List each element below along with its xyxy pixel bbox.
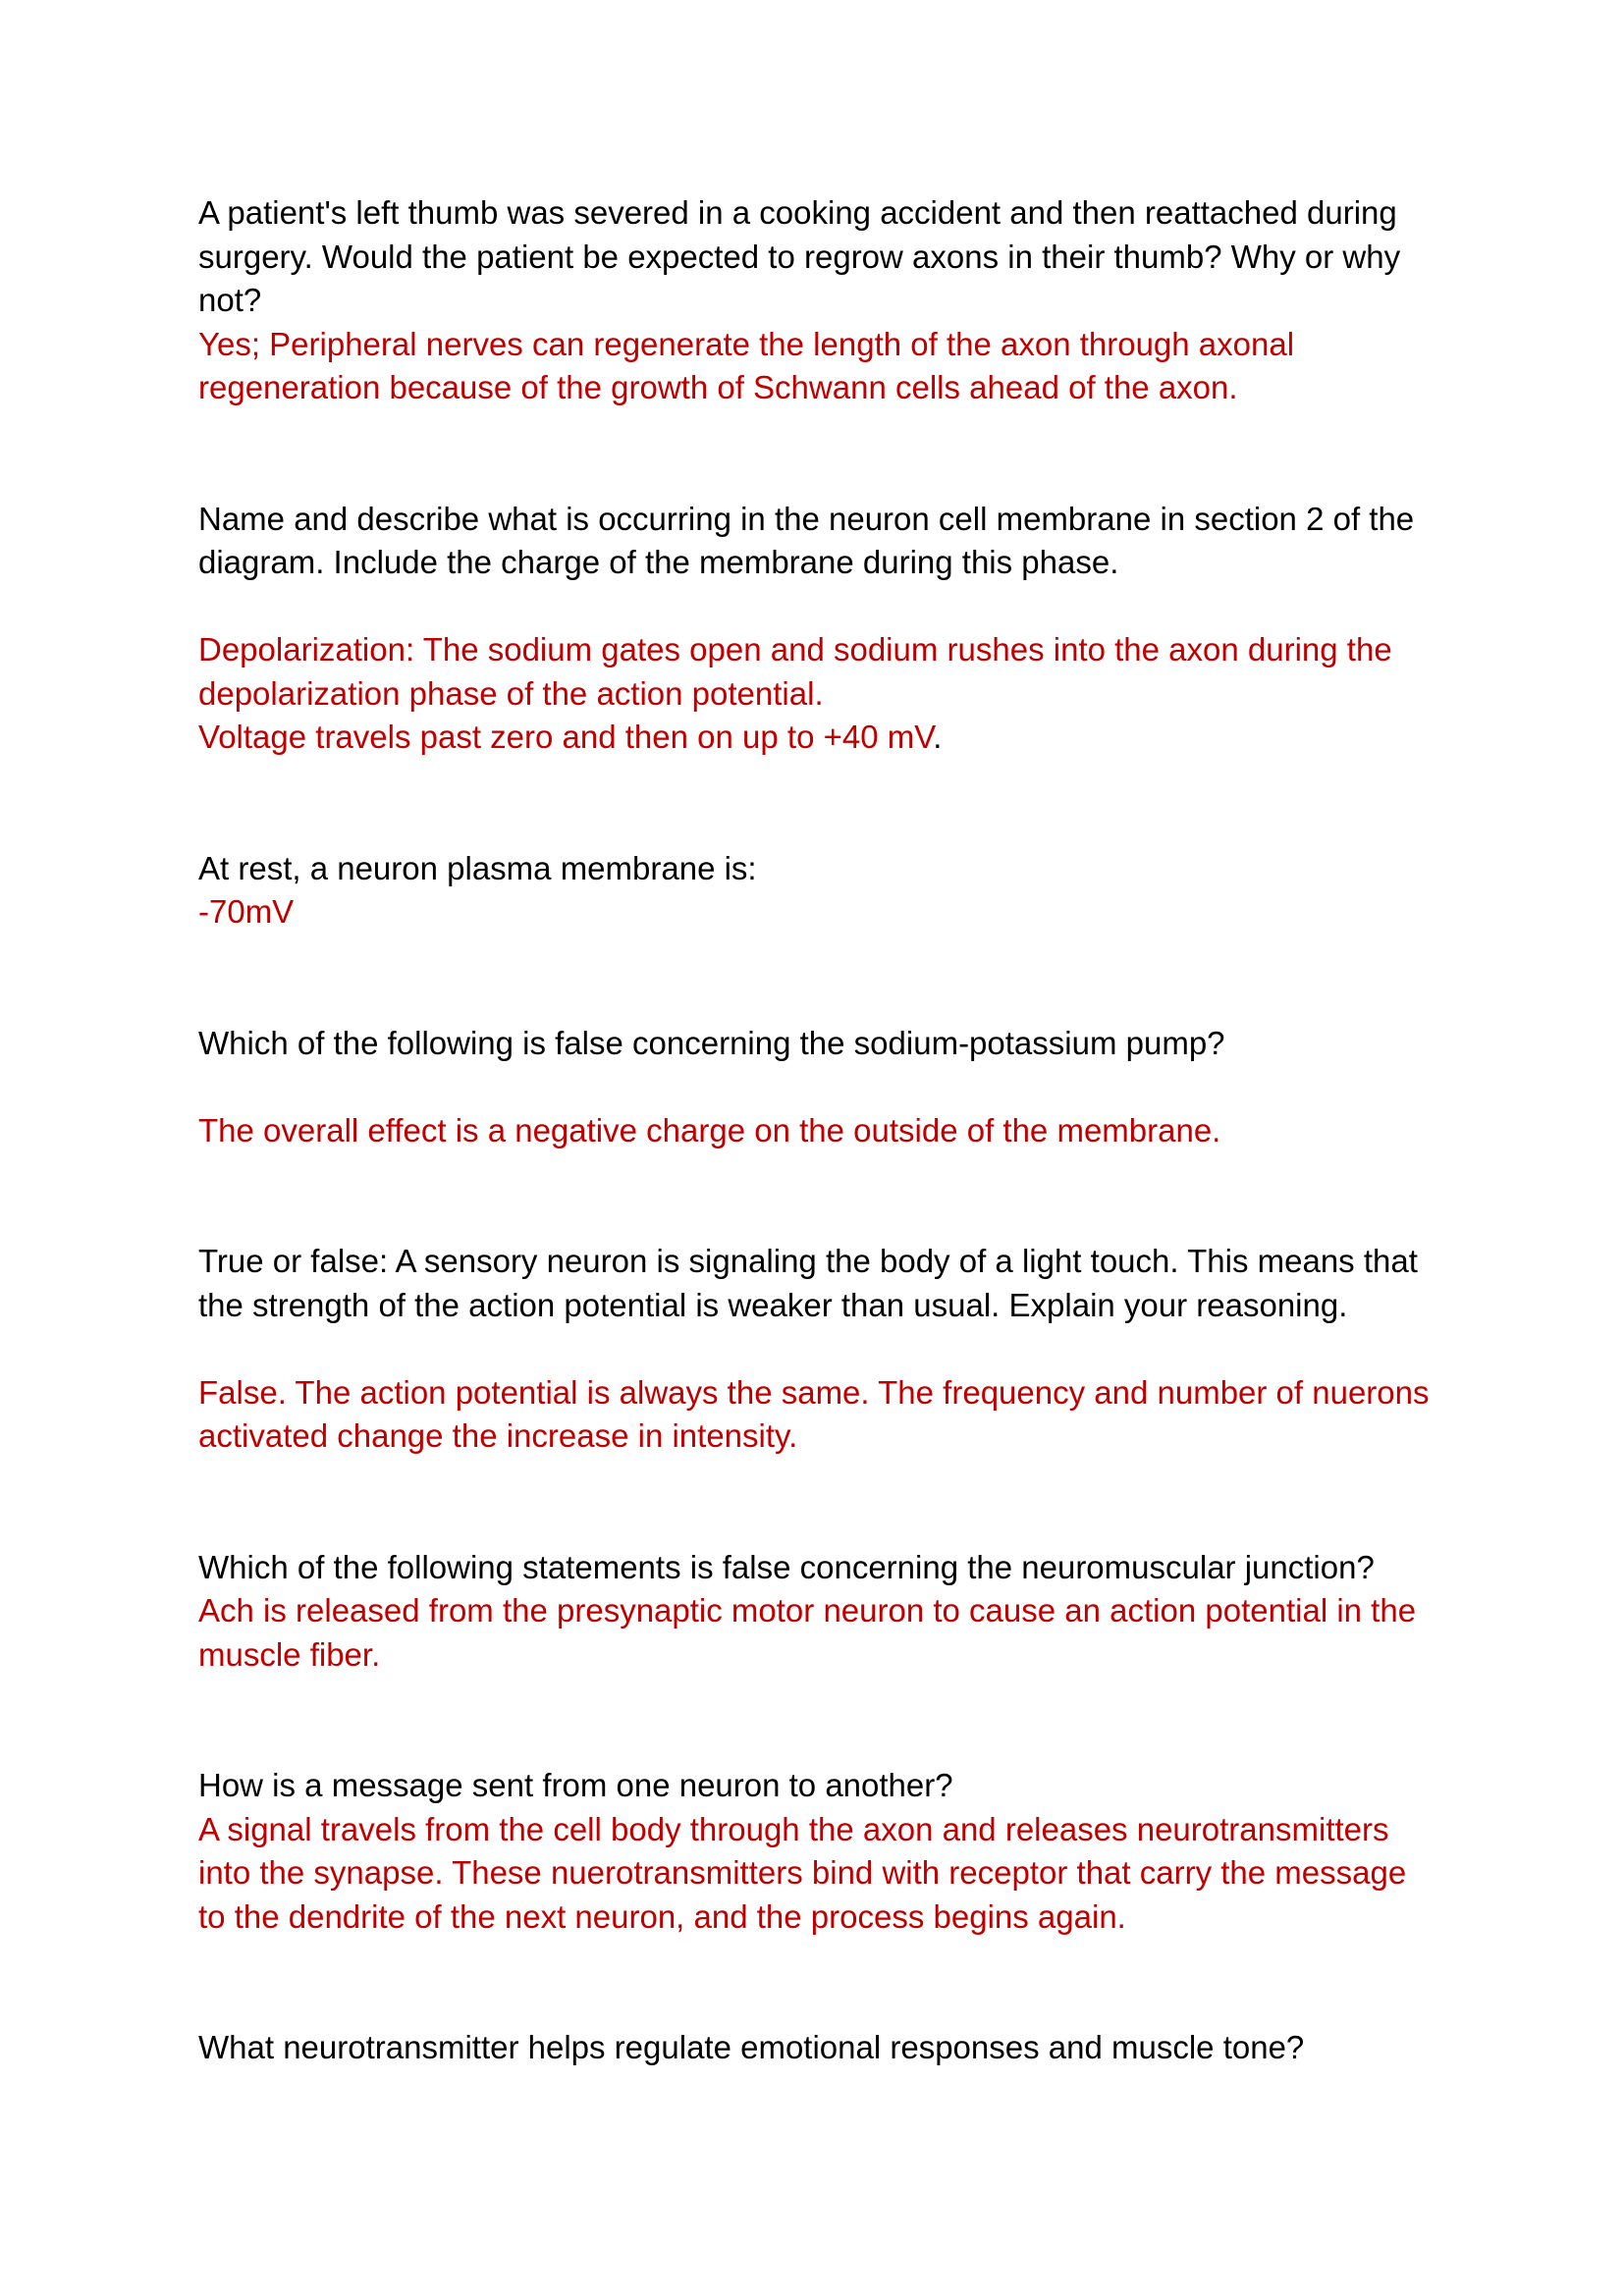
answer-3-line-1: -70mV (198, 893, 295, 930)
question-3-line-1: At rest, a neuron plasma membrane is: (198, 849, 757, 886)
question-5-line-1: True or false: A sensory neuron is signaling the body of a light touch. This means that (198, 1243, 1418, 1279)
answer-7-line-3: to the dendrite of the next neuron, and the process begins again. (198, 1897, 1126, 1935)
answer-7-line-2: into the synapse. These nuerotransmitters bind with receptor that carry the message (198, 1854, 1407, 1891)
question-block-8 (198, 2026, 1445, 2070)
answer-5-line-2: activated change the increase in intensity. (198, 1417, 798, 1454)
question-5-line-2: the strength of the action potential is weaker than usual. Explain your reasoning. (198, 1286, 1348, 1323)
answer-7-line-1: A signal travels from the cell body through the axon and releases neurotransmitters (198, 1810, 1389, 1847)
question-block-3 (198, 847, 1445, 934)
question-2-line-2: diagram. Include the charge of the membrane during this phase. (198, 544, 1119, 580)
spacer (198, 1327, 1445, 1371)
answer-4-line-1: The overall effect is a negative charge on the outside of the membrane. (198, 1111, 1221, 1148)
question-block-6 (198, 1546, 1445, 1678)
question-1-line-3: not? (198, 282, 262, 318)
answer-5-line-1: False. The action potential is always the same. The frequency and number of nuerons (198, 1373, 1430, 1411)
answer-2-line-3-text: Voltage travels past zero and then on up to +40 mV (198, 719, 934, 755)
answer-2-trailing-period: . (933, 719, 943, 755)
question-2-line-1: Name and describe what is occurring in the neuron cell membrane in section 2 of the (198, 500, 1415, 537)
question-6-line-1: Which of the following statements is false concerning the neuromuscular junction? (198, 1548, 1375, 1585)
question-block-5 (198, 1240, 1445, 1459)
answer-1-line-1: Yes; Peripheral nerves can regenerate the length of the axon through axonal (198, 325, 1295, 362)
question-block-2 (198, 498, 1445, 760)
answer-2-line-2: depolarization phase of the action potential. (198, 674, 824, 712)
question-7-line-1: How is a message sent from one neuron to another? (198, 1767, 953, 1803)
question-4-line-1: Which of the following is false concerning the sodium-potassium pump? (198, 1024, 1225, 1061)
answer-1-line-2: regeneration because of the growth of Schwann cells ahead of the axon. (198, 369, 1238, 405)
question-1-line-1: A patient's left thumb was severed in a cooking accident and then reattached during (198, 194, 1397, 231)
spacer (198, 1065, 1445, 1109)
question-1-line-2: surgery. Would the patient be expected to regrow axons in their thumb? Why or why (198, 238, 1401, 275)
question-block-7 (198, 1764, 1445, 1939)
spacer (198, 585, 1445, 629)
answer-6-line-2: muscle fiber. (198, 1635, 381, 1673)
answer-2-line-1: Depolarization: The sodium gates open and sodium rushes into the axon during the (198, 631, 1392, 667)
question-block-1 (198, 191, 1445, 410)
answer-2-line-3 (198, 716, 1445, 760)
question-8-line-1: What neurotransmitter helps regulate emotional responses and muscle tone? (198, 2029, 1305, 2065)
question-block-4 (198, 1022, 1445, 1153)
answer-6-line-1: Ach is released from the presynaptic motor neuron to cause an action potential in the (198, 1592, 1417, 1629)
document-page (198, 191, 1445, 2070)
